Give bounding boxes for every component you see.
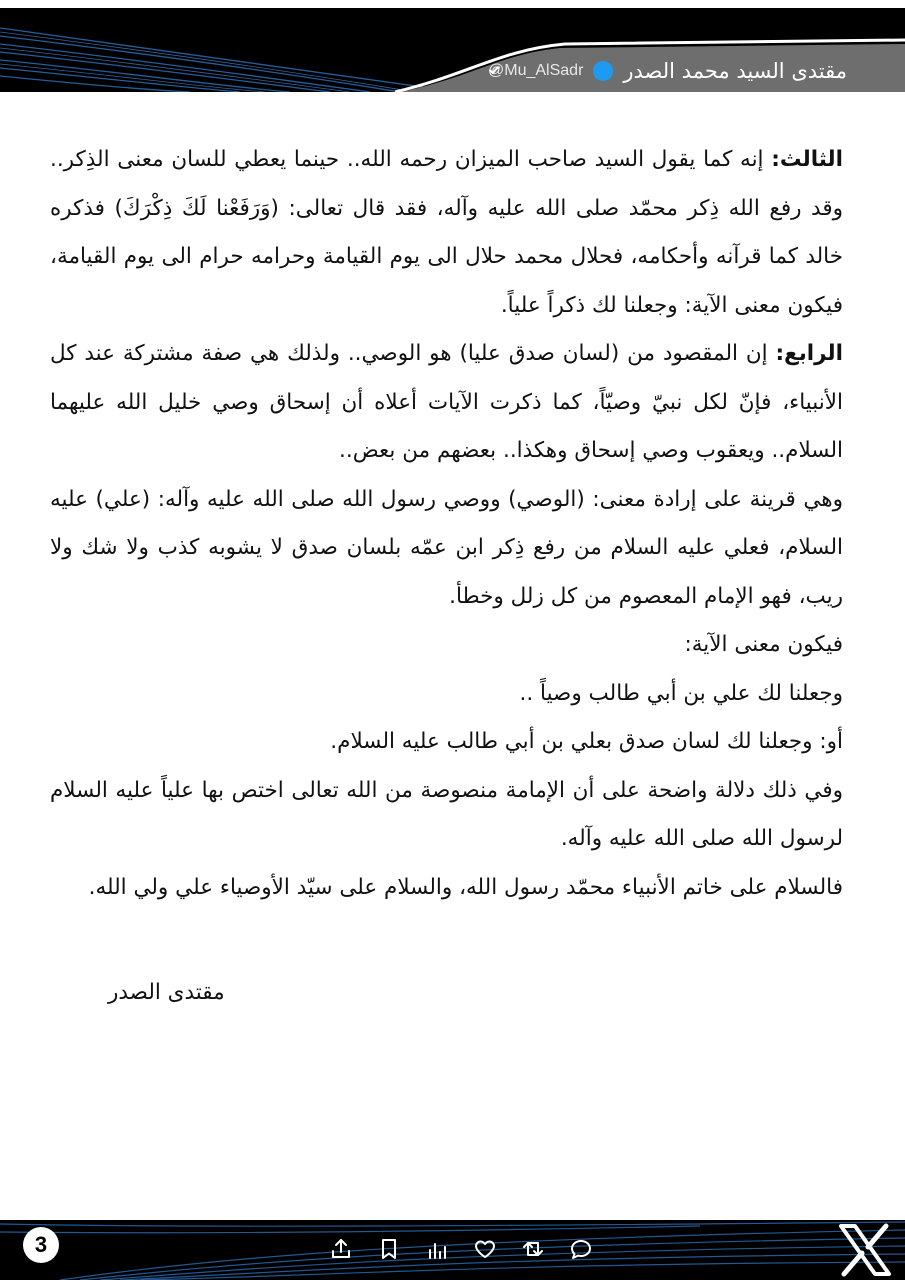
signature: مقتدى الصدر [108,980,225,1005]
author-handle[interactable]: @Mu_AlSadr [488,62,584,79]
paragraph-label: الرابع: [775,341,843,366]
bookmark-icon[interactable] [376,1236,402,1262]
paragraph: فالسلام على خاتم الأنبياء محمّد رسول الله، والسلام على سيّد الأوصياء علي ولي الله. [88,874,843,900]
paragraph-label: الثالث: [771,147,843,172]
paragraph: وجعلنا لك علي بن أبي طالب وصياً .. [519,680,843,706]
paragraph: فيكون معنى الآية: [684,632,843,657]
paragraph-third [50,136,843,330]
page-number: 3 [23,1227,59,1263]
repost-icon[interactable] [520,1236,546,1262]
author-name[interactable]: مقتدى السيد محمد الصدر [623,59,847,83]
post-footer [0,1220,905,1280]
like-icon[interactable] [472,1236,498,1262]
paragraph: أو: وجعلنا لك لسان صدق بعلي بن أبي طالب عليه السلام. [330,729,843,754]
post-header [0,0,905,92]
views-icon[interactable] [424,1236,450,1262]
action-bar [328,1234,594,1264]
paragraph: وفي ذلك دلالة واضحة على أن الإمامة منصوصة من الله تعالى اختص بها علياً عليه السلام لرسول الله صلى الله عليه وآله. [50,777,843,851]
x-logo [837,1222,893,1278]
author-block[interactable] [488,56,847,86]
paragraph-text: إن المقصود من (لسان صدق عليا) هو الوصي.. ولذلك هي صفة مشتركة عند كل الأنبياء، فإنّ لكل نبيّ وصيّاً، كما ذكرت الآيات أعلاه أن إسحاق وصي خليل الله عليهما السلام.. ويعقوب وصي إسحاق وهكذا.. بعضهم من بعض.. [50,341,843,463]
paragraph-fourth [50,330,843,476]
post-body [50,136,843,912]
reply-icon[interactable] [568,1236,594,1262]
share-icon[interactable] [328,1236,354,1262]
paragraph-text: إنه كما يقول السيد صاحب الميزان رحمه الله.. حينما يعطي للسان معنى الذِكر.. وقد رفع الله ذِكر محمّد صلى الله عليه وآله، فقد قال تعالى: (وَرَفَعْنا لَكَ ذِكْرَكَ) فذكره خالد كما قرآنه وأحكامه، فحلال محمد حلال الى يوم القيامة وحرامه حرام الى يوم القيامة، فيكون معنى الآية: وجعلنا لك ذكراً علياً. [50,147,843,318]
paragraph: وهي قرينة على إرادة معنى: (الوصي) ووصي رسول الله صلى الله عليه وآله: (علي) عليه السلام، فعلي عليه السلام من رفع ذِكر ابن عمّه بلسان صدق لا يشوبه كذب ولا شك ولا ريب، فهو الإمام المعصوم من كل زلل وخطأ. [50,486,843,609]
verified-badge-icon [593,61,613,81]
